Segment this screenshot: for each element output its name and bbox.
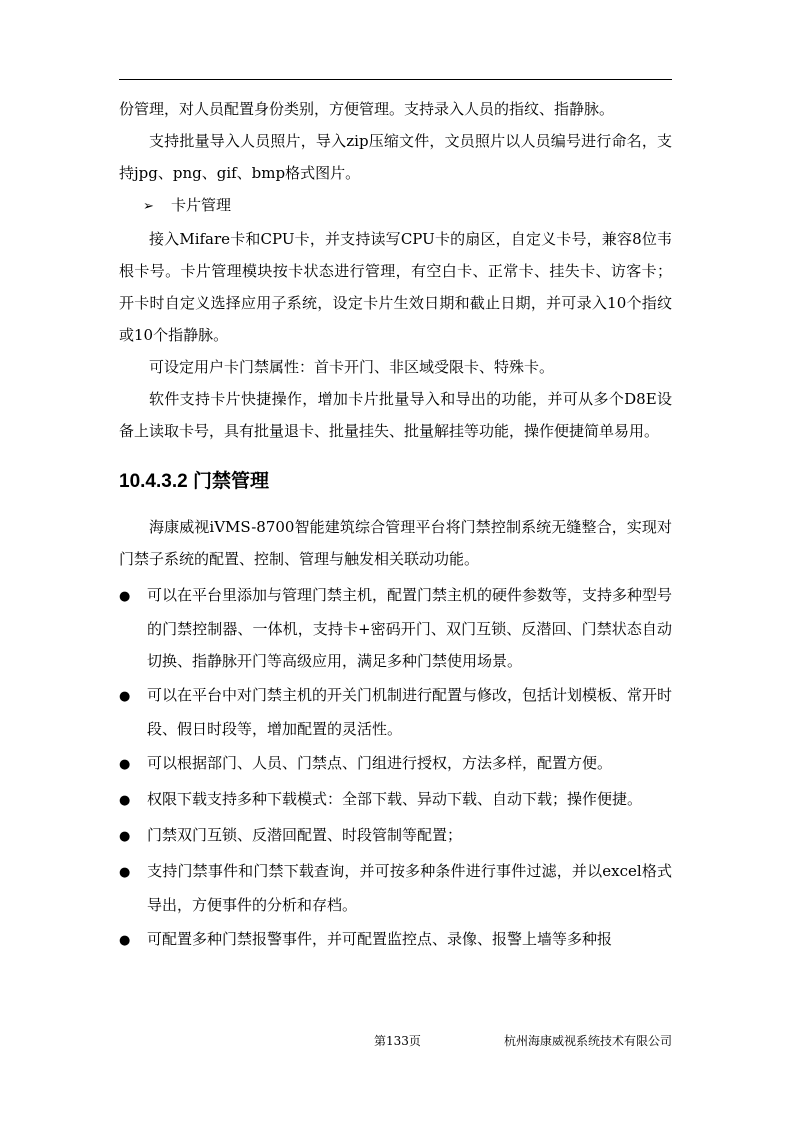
bullet-dot-icon: ●	[119, 933, 131, 948]
bullet-text: 可以根据部门、人员、门禁点、门组进行授权，方法多样，配置方便。	[147, 754, 613, 772]
bullet-text: 可以在平台里添加与管理门禁主机，配置门禁主机的硬件参数等，支持多种型号的门禁控制器、一体机，支持卡+密码开门、双门互锁、反潜回、门禁状态自动切换、指静脉开门等高级应用，满足多种门禁使用场景。	[147, 586, 673, 670]
bullet-text: 可以在平台中对门禁主机的开关门机制进行配置与修改，包括计划模板、常开时段、假日时段等，增加配置的灵活性。	[147, 686, 673, 738]
page-number: 第133页	[374, 1034, 421, 1048]
company-name: 杭州海康威视系统技术有限公司	[503, 1034, 672, 1048]
section-title: 10.4.3.2 门禁管理	[119, 471, 269, 492]
bullet-text: 权限下载支持多种下载模式：全部下载、异动下载、自动下载；操作便捷。	[147, 790, 643, 808]
paragraph-photo-import: 支持批量导入人员照片，导入zip压缩文件，文员照片以人员编号进行命名，支持jpg、png、gif、bmp格式图片。	[119, 132, 672, 182]
bullet-dot-icon: ●	[119, 829, 131, 844]
bullet-dot-icon: ●	[119, 757, 131, 772]
bullet-text: 门禁双门互锁、反潜回配置、时段管制等配置；	[147, 826, 463, 844]
bullet-item	[119, 579, 672, 677]
document-body	[119, 93, 672, 959]
card-management-heading	[119, 189, 672, 223]
header-rule	[119, 79, 672, 80]
paragraph-card-shortcuts: 软件支持卡片快捷操作，增加卡片批量导入和导出的功能，并可从多个D8E设备上读取卡号，具有批量退卡、批量挂失、批量解挂等功能，操作便捷简单易用。	[119, 390, 672, 440]
page-footer	[119, 1031, 672, 1051]
bullet-text: 可配置多种门禁报警事件，并可配置监控点、录像、报警上墙等多种报	[147, 930, 613, 948]
paragraph-card-attributes: 可设定用户卡门禁属性：首卡开门、非区域受限卡、特殊卡。	[149, 358, 555, 376]
bullet-item	[119, 855, 672, 921]
paragraph-identity-management: 份管理，对人员配置身份类别，方便管理。支持录入人员的指纹、指静脉。	[119, 100, 615, 118]
bullet-item	[119, 783, 672, 817]
paragraph-card-access: 接入Mifare卡和CPU卡，并支持读写CPU卡的扇区，自定义卡号，兼容8位韦根卡号。卡片管理模块按卡状态进行管理，有空白卡、正常卡、挂失卡、访客卡；开卡时自定义选择应用子系统，设定卡片生效日期和截止日期，并可录入10个指纹或10个指静脉。	[119, 230, 672, 344]
bullet-dot-icon: ●	[119, 689, 131, 704]
card-management-label: 卡片管理	[171, 196, 232, 214]
arrow-bullet-icon: ➢	[143, 199, 154, 214]
bullet-item	[119, 923, 672, 957]
bullet-dot-icon: ●	[119, 793, 131, 808]
bullet-dot-icon: ●	[119, 865, 131, 880]
bullet-dot-icon: ●	[119, 589, 131, 604]
bullet-item	[119, 819, 672, 853]
bullet-text: 支持门禁事件和门禁下载查询，并可按多种条件进行事件过滤，并以excel格式导出，方便事件的分析和存档。	[147, 862, 672, 914]
section-intro: 海康威视iVMS-8700智能建筑综合管理平台将门禁控制系统无缝整合，实现对门禁子系统的配置、控制、管理与触发相关联动功能。	[119, 518, 672, 568]
bullet-item	[119, 747, 672, 781]
bullet-item	[119, 679, 672, 745]
